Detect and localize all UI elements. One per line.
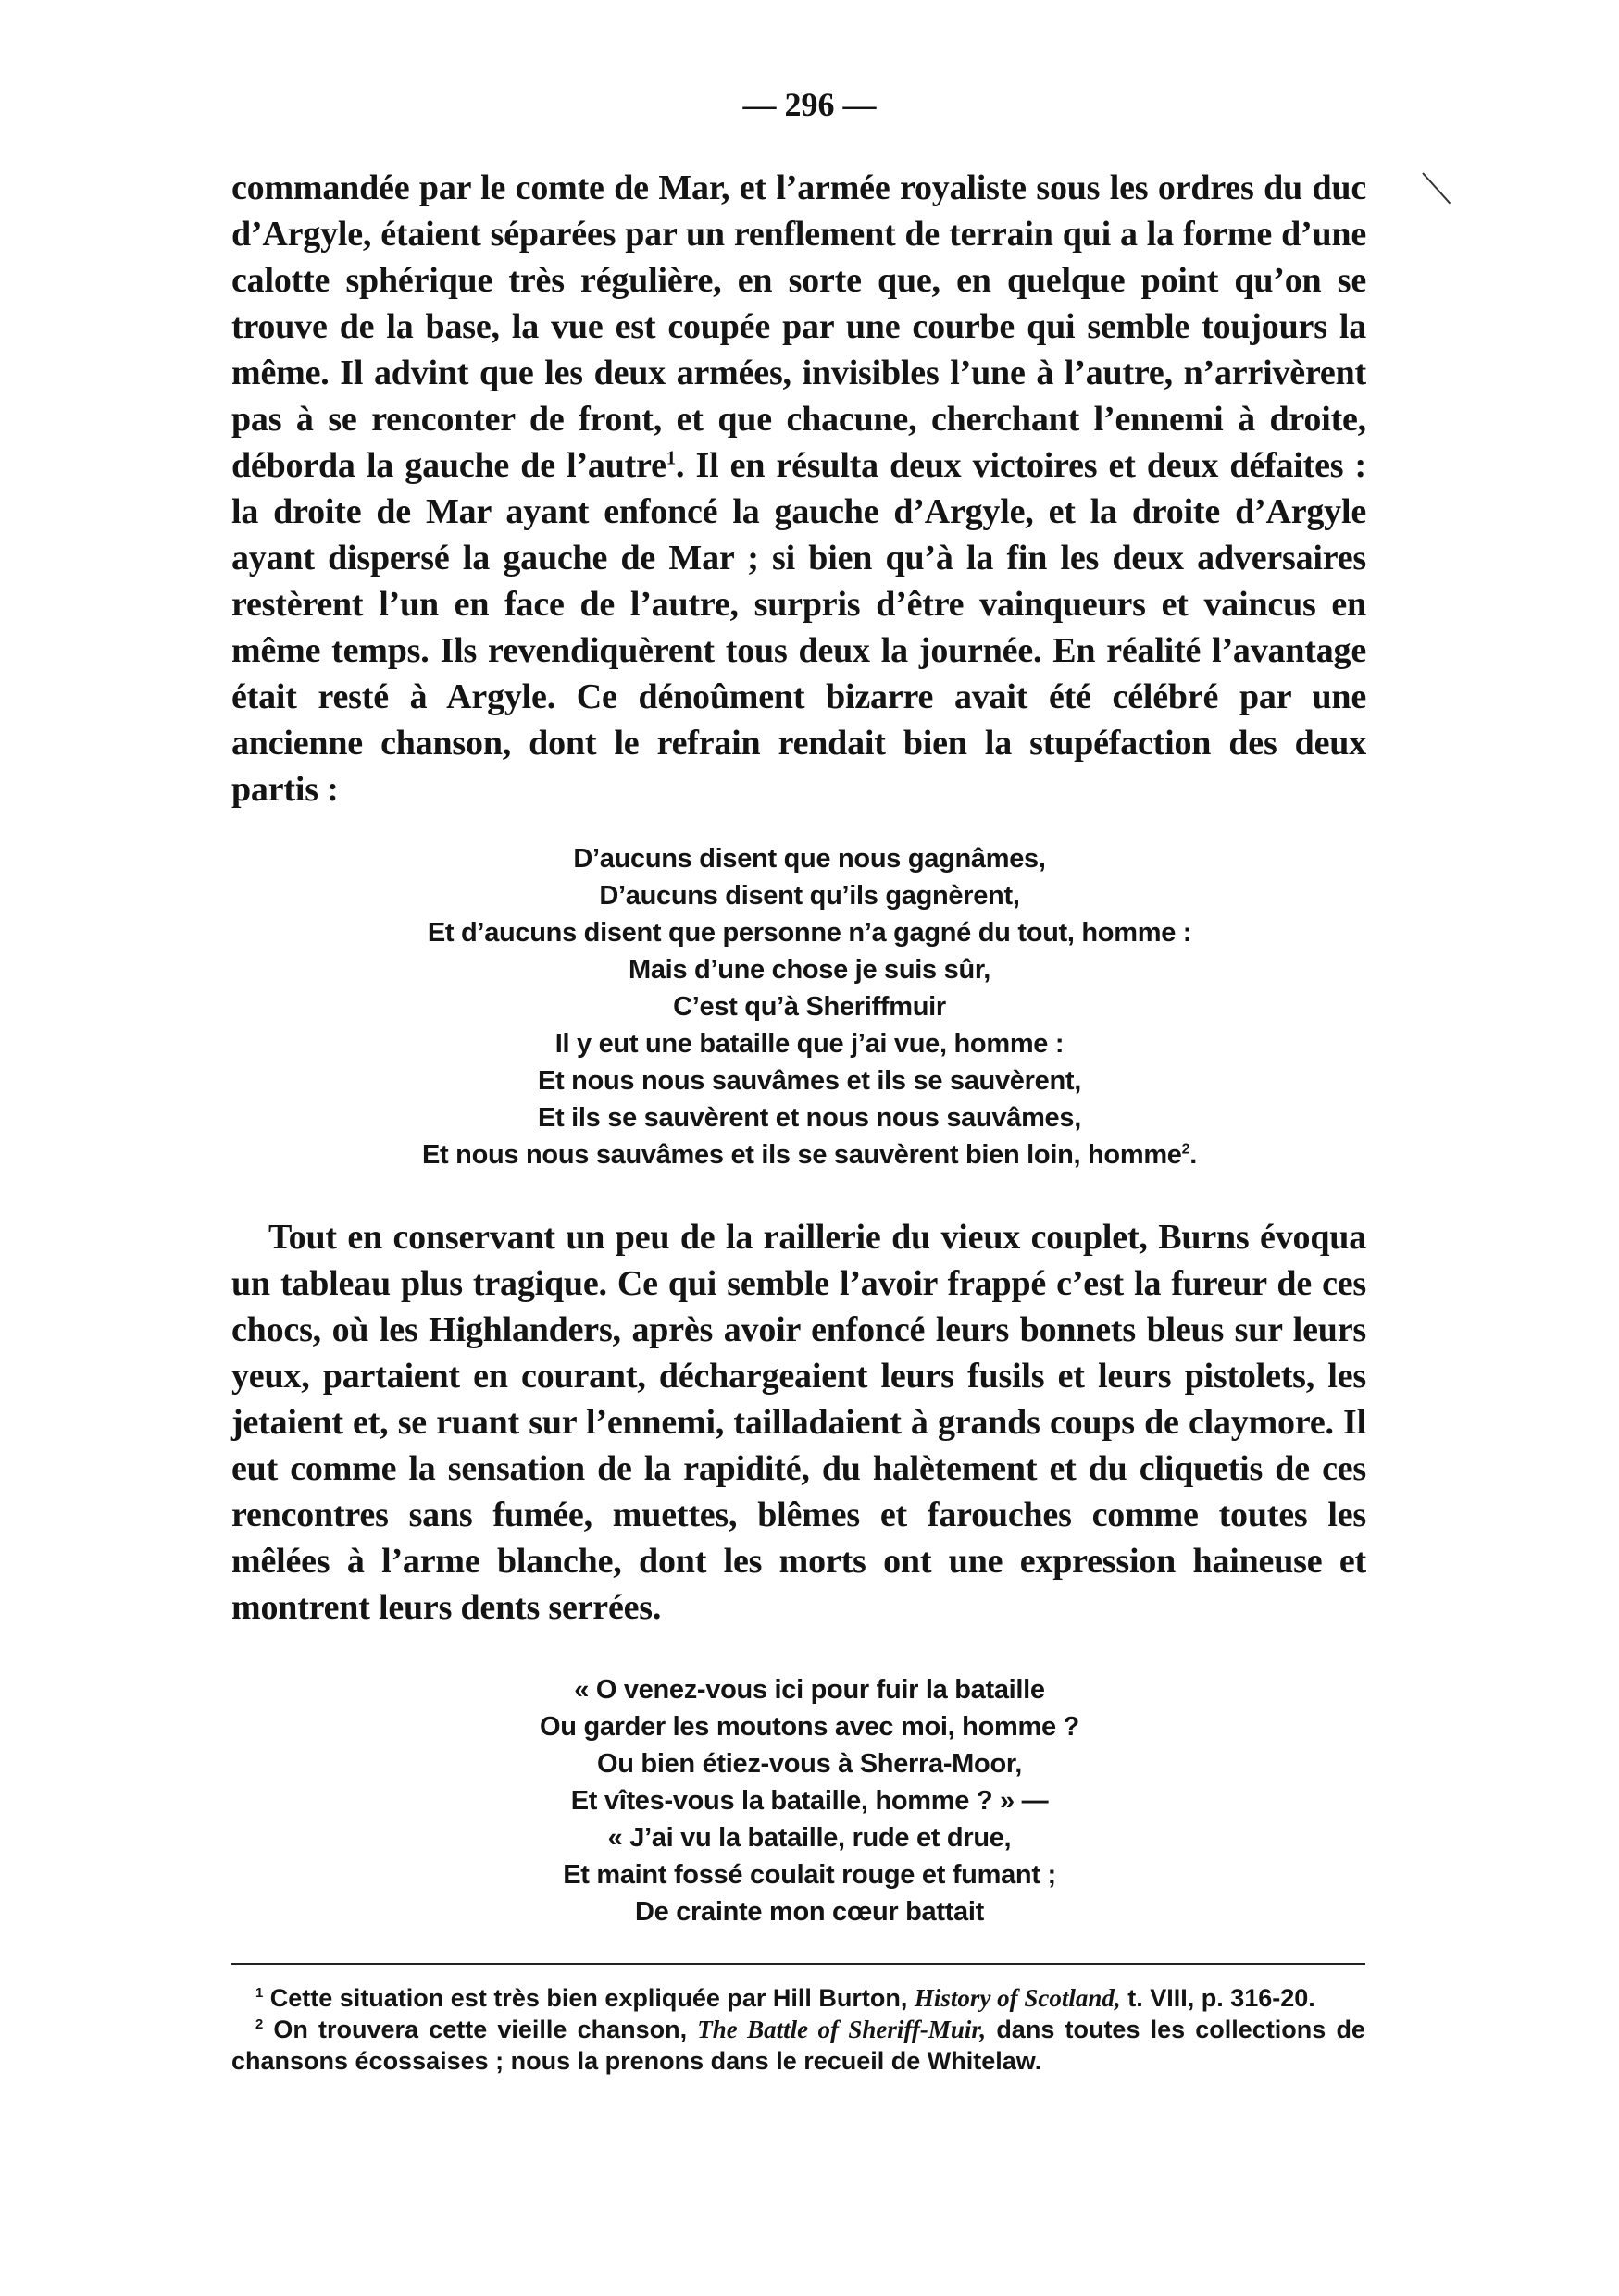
verse-line-suffix: .	[1189, 1140, 1197, 1170]
verse-line: « O venez-vous ici pour fuir la bataille	[574, 1675, 1045, 1705]
verse-line: Mais d’une chose je suis sûr,	[629, 955, 990, 985]
verse-1	[0, 840, 1619, 1173]
footnote-1-title: History of Scotland,	[914, 1984, 1121, 2012]
paragraph-2-text: Tout en conservant un peu de la raillerie du vieux couplet, Burns évoqua un tableau plus tragique. Ce qui semble l’avoir frappé c’est la fureur de ces chocs, où les Highlanders, après avoir enfoncé leurs bonnets bleus sur leurs yeux, partaient en courant, déchargeaient leurs fusils et leurs pistolets, les jetaient et, se ruant sur l’ennemi, tailladaient à grands coups de claymore. Il eut comme la sensation de la rapidité, du halètement et du cliquetis de ces rencontres sans fumée, muettes, blêmes et farouches comme toutes les mêlées à l’arme blanche, dont les morts ont une expression haineuse et montrent leurs dents serrées.	[231, 1218, 1366, 1627]
footnote-divider	[231, 1963, 1365, 1965]
footnote-2-text-a: On trouvera cette vieille chanson,	[273, 2016, 688, 2043]
footnote-1-marker: 1	[255, 1986, 264, 2001]
footnote-2-marker: 2	[255, 2017, 264, 2032]
footnote-1-text-b: t. VIII, p. 316-20.	[1127, 1984, 1315, 2012]
verse-line: Et d’aucuns disent que personne n’a gagné du tout, homme :	[427, 918, 1192, 948]
footnote-2-title: The Battle of Sheriff-Muir,	[697, 2016, 987, 2043]
footnote-1	[231, 1982, 1365, 2014]
verse-line: C’est qu’à Sheriffmuir	[673, 992, 946, 1022]
verse-line: Et vîtes-vous la bataille, homme ? » —	[570, 1786, 1049, 1816]
page-number: — 296 —	[742, 86, 877, 123]
verse-line: Ou bien étiez-vous à Sherra-Moor,	[596, 1749, 1023, 1779]
paragraph-2	[231, 1214, 1366, 1631]
verse-line-last	[0, 1136, 1619, 1173]
footnote-1-text-a: Cette situation est très bien expliquée par Hill Burton,	[269, 1984, 908, 2012]
verse-line: Il y eut une bataille que j’ai vue, homme :	[554, 1029, 1065, 1059]
verse-line: D’aucuns disent qu’ils gagnèrent,	[599, 881, 1020, 911]
footnote-ref-2: 2	[1181, 1141, 1190, 1158]
footnotes	[231, 1982, 1365, 2077]
paragraph-1	[231, 165, 1366, 813]
verse-line: Et nous nous sauvâmes et ils se sauvèrent,	[538, 1066, 1081, 1096]
paragraph-1-text-a: commandée par le comte de Mar, et l’armée royaliste sous les ordres du duc d’Argyle, étaient séparées par un renflement de terrain qui a la forme d’une calotte sphérique très régulière, en sorte que, en quelque point qu’on se trouve de la base, la vue est coupée par une courbe qui semble toujours la même. Il advint que les deux armées, invisibles l’une à l’autre, n’arrivèrent pas à se renconter de front, et que chacune, cherchant l’ennemi à droite, déborda la gauche de l’autre	[231, 168, 1366, 485]
footnote-2-text-b: dans toutes les collections de chansons écossaises ; nous la prenons dans le recueil de Whitelaw.	[231, 2016, 1365, 2075]
verse-line: De crainte mon cœur battait	[634, 1897, 984, 1927]
verse-line: Ou garder les moutons avec moi, homme ?	[540, 1712, 1079, 1742]
verse-line: Et ils se sauvèrent et nous nous sauvâmes,	[538, 1103, 1081, 1133]
margin-mark	[1422, 172, 1451, 204]
verse-line-text: Et nous nous sauvâmes et ils se sauvèrent bien loin, homme	[422, 1140, 1182, 1170]
footnote-2	[231, 2014, 1365, 2077]
footnote-ref-1: 1	[666, 446, 677, 469]
verse-2	[0, 1671, 1619, 1930]
verse-line: Et maint fossé coulait rouge et fumant ;	[563, 1860, 1056, 1890]
verse-line: D’aucuns disent que nous gagnâmes,	[573, 844, 1046, 874]
paragraph-1-text-b: . Il en résulta deux victoires et deux défaites : la droite de Mar ayant enfoncé la gauche d’Argyle, et la droite d’Argyle ayant dispersé la gauche de Mar ; si bien qu’à la fin les deux adversaires restèrent l’un en face de l’autre, surpris d’être vainqueurs et vaincus en même temps. Ils revendiquèrent tous deux la journée. En réalité l’avantage était resté à Argyle. Ce dénoûment bizarre avait été célébré par une ancienne chanson, dont le refrain rendait bien la stupéfaction des deux partis :	[231, 446, 1366, 809]
verse-line: « J’ai vu la bataille, rude et drue,	[607, 1823, 1012, 1853]
